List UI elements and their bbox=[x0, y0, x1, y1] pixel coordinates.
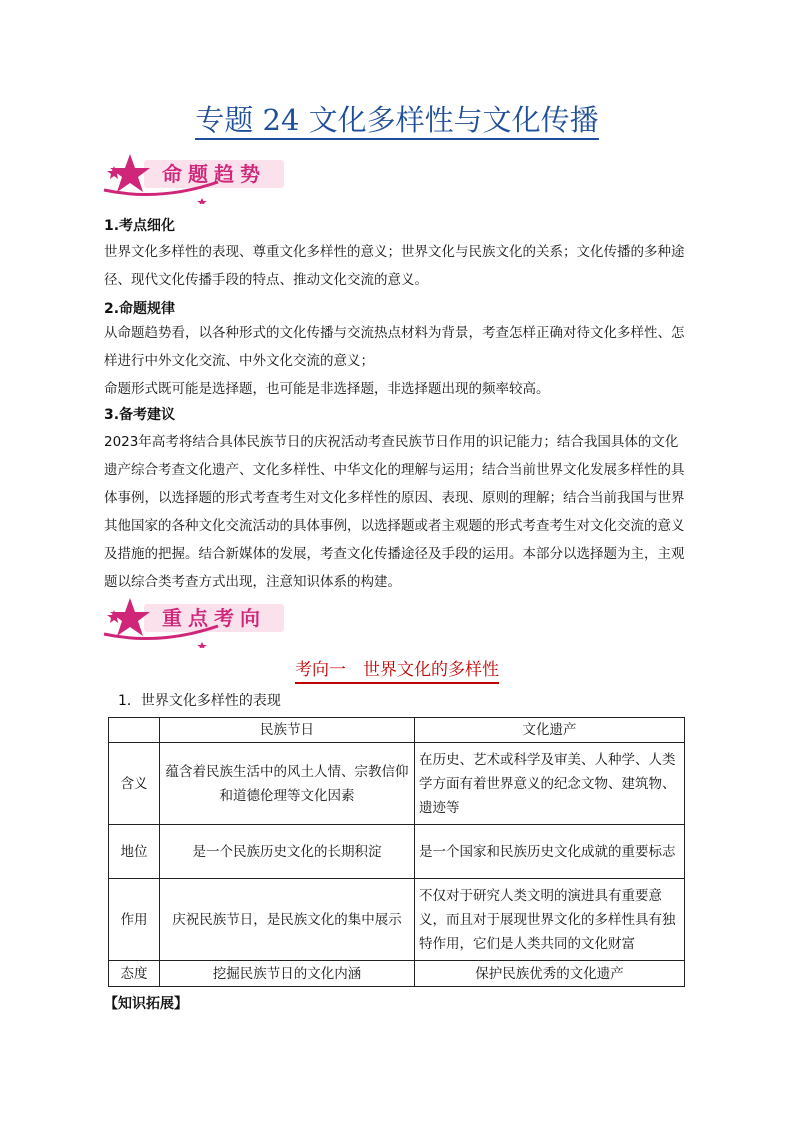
row-label: 地位 bbox=[109, 825, 160, 879]
row-label: 作用 bbox=[109, 879, 160, 961]
heading-2: 2.命题规律 bbox=[104, 301, 176, 317]
table-cell: 不仅对于研究人类文明的演进具有重要意义，而且对于展现世界文化的多样性具有独特作用，它们是人类共同的文化财富 bbox=[415, 879, 685, 961]
paragraph-1: 世界文化多样性的表现、尊重文化多样性的意义；世界文化与民族文化的关系；文化传播的多种途径、现代文化传播手段的特点、推动文化交流的意义。 bbox=[104, 244, 685, 288]
table-cell: 是一个民族历史文化的长期积淀 bbox=[160, 825, 415, 879]
banner-label: 命题趋势 bbox=[162, 162, 266, 186]
table-cell: 挖掘民族节日的文化内涵 bbox=[160, 961, 415, 987]
document-title: 专题 24 文化多样性与文化传播 bbox=[0, 98, 794, 139]
table-header-cell bbox=[109, 718, 160, 743]
banner-trend bbox=[100, 152, 290, 204]
knowledge-extension-label: 【知识拓展】 bbox=[104, 996, 188, 1012]
table-cell: 是一个国家和民族历史文化成就的重要标志 bbox=[415, 825, 685, 879]
row-label: 含义 bbox=[109, 743, 160, 825]
table-cell: 保护民族优秀的文化遗产 bbox=[415, 961, 685, 987]
table-subheading: 1．世界文化多样性的表现 bbox=[118, 693, 281, 709]
table-row bbox=[109, 879, 685, 961]
heading-1: 1.考点细化 bbox=[104, 218, 176, 234]
table-header-cell: 文化遗产 bbox=[415, 718, 685, 743]
table-cell: 在历史、艺术或科学及审美、人种学、人类学方面有着世界意义的纪念文物、建筑物、遗迹等 bbox=[415, 743, 685, 825]
table-row bbox=[109, 961, 685, 987]
row-label: 态度 bbox=[109, 961, 160, 987]
table-header-cell: 民族节日 bbox=[160, 718, 415, 743]
paragraph-2b: 命题形式既可能是选择题，也可能是非选择题，非选择题出现的频率较高。 bbox=[104, 381, 550, 397]
table-header-row bbox=[109, 718, 685, 743]
paragraph-2a: 从命题趋势看，以各种形式的文化传播与交流热点材料为背景，考查怎样正确对待文化多样性、怎样进行中外文化交流、中外文化交流的意义； bbox=[104, 325, 685, 369]
heading-3: 3.备考建议 bbox=[104, 407, 176, 423]
paragraph-3: 2023年高考将结合具体民族节日的庆祝活动考查民族节日作用的识记能力；结合我国具体的文化遗产综合考查文化遗产、文化多样性、中华文化的理解与运用；结合当前世界文化发展多样性的具体事例，以选择题的形式考查考生对文化多样性的原因、表现、原则的理解；结合当前我国与世界其他国家的各种文化交流活动的具体事例，以选择题或者主观题的形式考查考生对文化交流的意义及措施的把握。结合新媒体的发展，考查文化传播途径及手段的运用。本部分以选择题为主，主观题以综合类考查方式出现，注意知识体系的构建。 bbox=[104, 434, 685, 590]
table-row bbox=[109, 825, 685, 879]
table-row bbox=[109, 743, 685, 825]
culture-table bbox=[108, 717, 685, 987]
banner-label: 重点考向 bbox=[162, 606, 266, 630]
table-cell: 庆祝民族节日，是民族文化的集中展示 bbox=[160, 879, 415, 961]
banner-focus bbox=[100, 596, 290, 648]
section-title: 考向一 世界文化的多样性 bbox=[0, 655, 794, 680]
table-cell: 蕴含着民族生活中的风土人情、宗教信仰和道德伦理等文化因素 bbox=[160, 743, 415, 825]
